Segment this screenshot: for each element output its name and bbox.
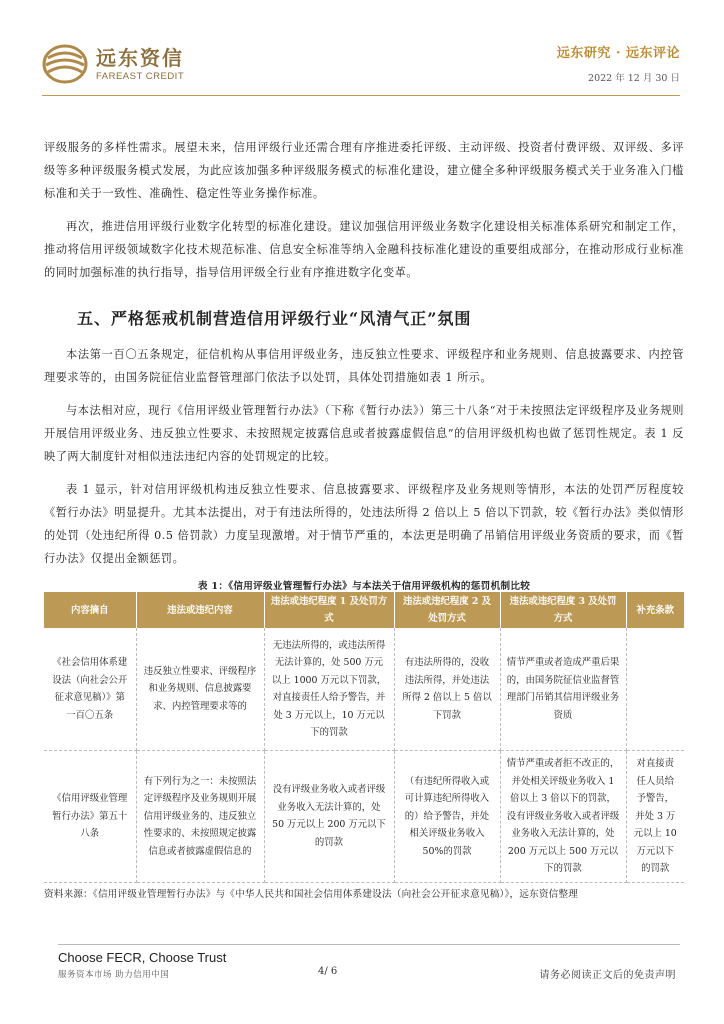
column-header: 违法或违纪内容	[136, 592, 264, 628]
table-cell: 有下列行为之一：未按照法定评级程序及业务规则开展信用评级业务的、违反独立性要求的、未按照规定披露信息或者披露虚假信息的	[136, 751, 264, 883]
body-paragraph: 与本法相对应，现行《信用评级业管理暂行办法》（下称《暂行办法》）第三十八条“对于未按照法定评级程序及业务规则开展信用评级业务、违反独立性要求、未按照规定披露信息或者披露虚假信息”的信用评级机构也做了惩罚性规定。表 1 反映了两大制度针对相似违法违纪内容的处罚规定的比较。	[44, 404, 684, 463]
company-logo	[42, 44, 184, 84]
body-paragraph: 再次，推进信用评级行业数字化转型的标准化建设。建议加强信用评级业务数字化建设相关标准体系研究和制定工作，推动将信用评级领域数字化技术规范标准、信息安全标准等纳入金融科技标准化建设的重要组成部分，在推动形成行业标准的同时加强标准的执行指导，指导信用评级全行业有序推进数字化变革。	[44, 220, 684, 279]
table-source-note: 资料来源：《信用评级业管理暂行办法》与《中华人民共和国社会信用体系建设法（向社会公开征求意见稿）》，远东资信整理	[44, 888, 579, 900]
table-cell: 《信用评级业管理暂行办法》第五十八条	[44, 751, 136, 883]
logo-chinese-name: 远东资信	[96, 45, 184, 70]
column-header: 违法或违纪程度 1 及处罚方式	[264, 592, 394, 628]
table-cell: 情节严重或者造成严重后果的，由国务院征信业监督管理部门吊销其信用评级业务资质	[500, 628, 626, 751]
footer-subtitle: 服务资本市场 助力信用中国	[58, 970, 170, 980]
body-paragraph: 本法第一百〇五条规定，征信机构从事信用评级业务，违反独立性要求、评级程序和业务规则、信息披露要求、内控管理要求等的，由国务院征信业监督管理部门依法予以处罚，具体处罚措施如表 1 所示。	[44, 348, 684, 384]
table-cell: 有违法所得的，没收违法所得，并处违法所得 2 倍以上 5 倍以下罚款	[394, 628, 500, 751]
column-header: 补充条款	[626, 592, 684, 628]
logo-emblem-icon	[42, 44, 88, 84]
column-header: 违法或违纪程度 2 及处罚方式	[394, 592, 500, 628]
table-header-row	[44, 592, 684, 628]
body-paragraph: 评级服务的多样性需求。展望未来，信用评级行业还需合理有序推进委托评级、主动评级、投资者付费评级、双评级、多评级等多种评级服务模式发展，为此应该加强多种评级服务模式的标准化建设，建立健全多种评级服务模式关于业务准入门槛标准和关于一致性、准确性、稳定性等业务操作标准。	[44, 141, 684, 200]
footer-slogan: Choose FECR, Choose Trust	[58, 950, 227, 965]
table-cell: 对直接责任人员给予警告，并处 3 万元以上 10 万元以下的罚款	[626, 751, 684, 883]
column-header: 内容摘自	[44, 592, 136, 628]
comparison-table	[44, 592, 684, 883]
table-cell	[626, 628, 684, 751]
table-cell: 情节严重或者拒不改正的，并处相关评级业务收入 1 倍以上 3 倍以下的罚款，没有评级业务收入或者评级业务收入无法计算的，处 200 万元以上 500 万元以下的罚款	[500, 751, 626, 883]
page-number: 4/ 6	[318, 966, 338, 977]
page-header	[0, 0, 724, 100]
table-row	[44, 751, 684, 883]
table-row	[44, 628, 684, 751]
disclaimer-note: 请务必阅读正文后的免责声明	[539, 970, 676, 981]
table-cell: 《社会信用体系建设法（向社会公开征求意见稿）》第一百〇五条	[44, 628, 136, 751]
header-title: 远东研究 · 远东评论	[556, 46, 680, 61]
header-date: 2022 年 12 月 30 日	[588, 73, 680, 84]
footer-divider	[58, 944, 680, 945]
table-cell: 无违法所得的，或违法所得无法计算的，处 500 万元以上 1000 万元以下罚款，对直接责任人给予警告，并处 3 万元以上，10 万元以下的罚款	[264, 628, 394, 751]
header-divider	[42, 95, 680, 96]
table-caption: 表 1：《信用评级业管理暂行办法》与本法关于信用评级机构的惩罚机制比较	[197, 581, 531, 592]
table-cell: （有违纪所得收入或可计算违纪所得收入的）给予警告，并处相关评级业务收入 50%的罚款	[394, 751, 500, 883]
column-header: 违法或违纪程度 3 及处罚方式	[500, 592, 626, 628]
main-content	[44, 136, 684, 903]
section-heading: 五、严格惩戒机制营造信用评级行业“风清气正”氛围	[77, 309, 472, 328]
page-footer	[0, 940, 724, 1024]
table-cell: 违反独立性要求、评级程序和业务规则、信息披露要求、内控管理要求等的	[136, 628, 264, 751]
table-cell: 没有评级业务收入或者评级业务收入无法计算的，处 50 万元以上 200 万元以下的罚款	[264, 751, 394, 883]
body-paragraph: 表 1 显示，针对信用评级机构违反独立性要求、信息披露要求、评级程序及业务规则等情形，本法的处罚严厉程度较《暂行办法》明显提升。尤其本法提出，对于有违法所得的，处违法所得 2 倍以上 5 倍以下罚款，较《暂行办法》类似情形的处罚（处违纪所得 0.5 倍罚款）力度呈现激增。对于情节严重的，本法更是明确了吊销信用评级业务资质的要求，而《暂行办法》仅提出金额惩罚。	[44, 483, 684, 565]
logo-english-name: FAREAST CREDIT	[96, 70, 185, 82]
